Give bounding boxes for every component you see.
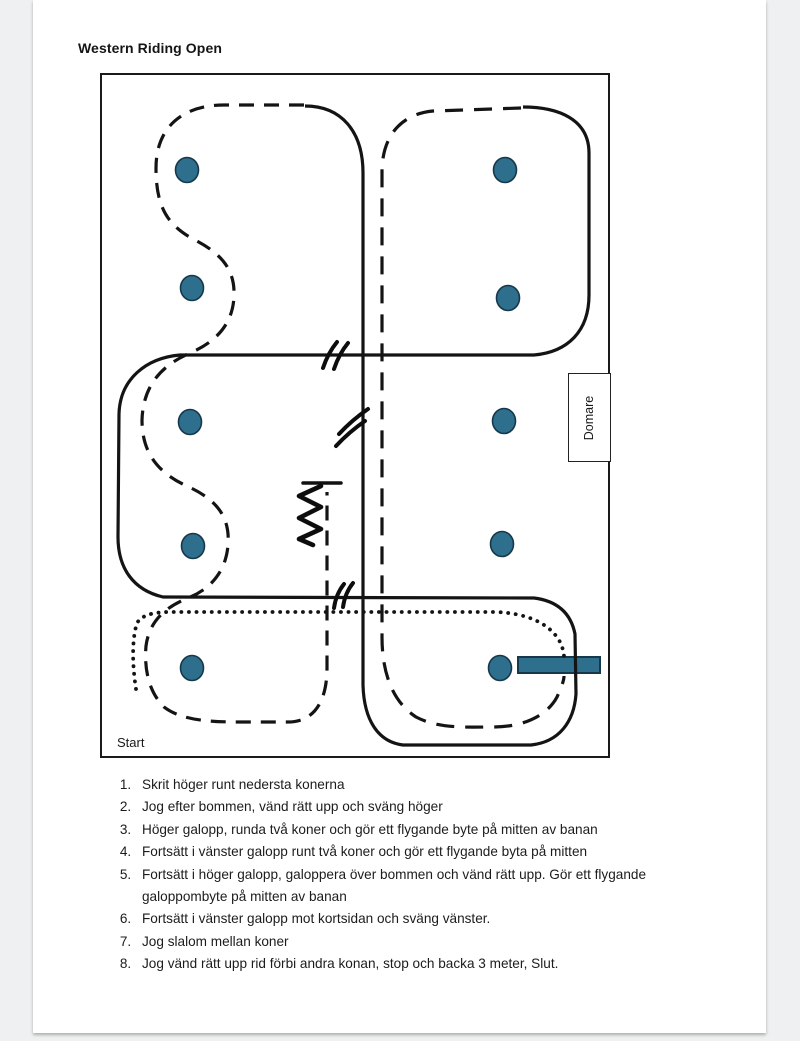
cone [179,410,202,435]
document-page [33,0,766,1033]
cone [181,276,204,301]
cone [493,409,516,434]
instruction-item: 1. Skrit höger runt nedersta konerna [135,774,703,796]
page-title: Western Riding Open [78,40,222,56]
cones-right-column [489,158,520,681]
cone [494,158,517,183]
instructions-list [111,774,703,976]
judge-box [568,373,611,462]
arena-svg [100,73,610,758]
pole-bom [518,657,600,673]
jog-path-dashed [382,108,564,727]
cone [181,656,204,681]
instructions-section [111,774,703,976]
cone [182,534,205,559]
judge-label: Domare [582,395,597,440]
back-up-zigzag [299,486,321,545]
pattern-diagram [100,73,610,758]
lead-change-marks [323,342,368,608]
slalom-path-dashed [142,105,327,722]
instruction-item: 8. Jog vänd rätt upp rid förbi andra konan, stop och backa 3 meter, Slut. [135,953,703,975]
instruction-item: 2. Jog efter bommen, vänd rätt upp och sväng höger [135,796,703,818]
instruction-item: 6. Fortsätt i vänster galopp mot kortsidan och sväng vänster. [135,908,703,930]
cone [176,158,199,183]
cone [491,532,514,557]
cone [489,656,512,681]
instruction-item: 3. Höger galopp, runda två koner och gör ett flygande byte på mitten av banan [135,819,703,841]
cone [497,286,520,311]
instruction-item: 7. Jog slalom mellan koner [135,931,703,953]
instruction-item: 5. Fortsätt i höger galopp, galoppera över bommen och vänd rätt upp. Gör ett flygande galoppombyte på mitten av banan [135,864,703,909]
instruction-item: 4. Fortsätt i vänster galopp runt två koner och gör ett flygande byta på mitten [135,841,703,863]
start-label: Start [117,735,145,750]
